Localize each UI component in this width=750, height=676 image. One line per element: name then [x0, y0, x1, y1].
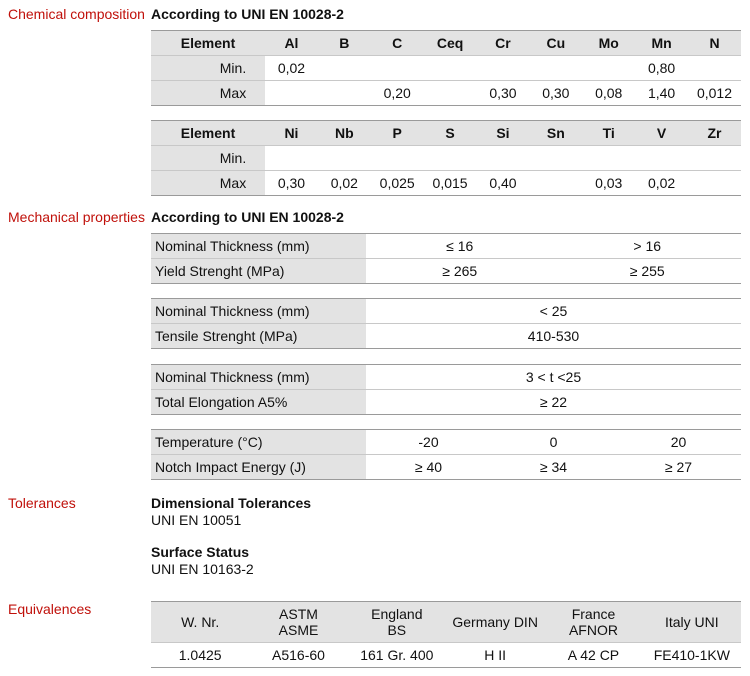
table-cell [371, 146, 424, 171]
chemical-table-1 [151, 30, 741, 106]
table-cell: 0,08 [582, 81, 635, 106]
header-cell: P [371, 121, 424, 146]
header-cell: Si [477, 121, 530, 146]
row-label: Nominal Thickness (mm) [151, 299, 366, 324]
table-cell: > 16 [554, 234, 742, 259]
table-cell: 0,03 [582, 171, 635, 196]
row-label: Yield Strenght (MPa) [151, 259, 366, 284]
header-cell: Cu [529, 31, 582, 56]
table-cell: 0 [491, 430, 616, 455]
table-cell [635, 146, 688, 171]
table-row [151, 324, 741, 349]
surface-status-heading: Surface Status [151, 544, 250, 560]
header-cell: Zr [688, 121, 741, 146]
table-cell: < 25 [366, 299, 741, 324]
table-cell: H II [446, 643, 544, 668]
equivalences-table [151, 601, 741, 668]
table-cell [582, 146, 635, 171]
table-row [151, 365, 741, 390]
table-cell: A516-60 [249, 643, 347, 668]
row-label: Total Elongation A5% [151, 390, 366, 415]
table-cell [688, 56, 741, 81]
table-cell: ≥ 265 [366, 259, 554, 284]
table-cell: 0,40 [477, 171, 530, 196]
table-cell [424, 56, 477, 81]
table-cell [688, 146, 741, 171]
dimensional-tolerances-heading: Dimensional Tolerances [151, 495, 312, 511]
header-cell [643, 602, 741, 643]
header-line: France [571, 606, 616, 622]
table-cell [424, 81, 477, 106]
table-cell [265, 81, 318, 106]
table-cell: -20 [366, 430, 491, 455]
header-line: Germany DIN [452, 614, 538, 630]
table-row [151, 171, 741, 196]
row-label: Min. [151, 146, 265, 171]
table-cell: 20 [616, 430, 741, 455]
table-cell: 0,30 [477, 81, 530, 106]
row-label: Max [151, 81, 265, 106]
table-cell: 0,02 [318, 171, 371, 196]
table-cell [529, 56, 582, 81]
table-cell [529, 171, 582, 196]
table-cell [265, 146, 318, 171]
table-cell: ≤ 16 [366, 234, 554, 259]
header-cell: Mn [635, 31, 688, 56]
header-cell: N [688, 31, 741, 56]
table-row [151, 390, 741, 415]
table-cell: 0,30 [529, 81, 582, 106]
table-cell: 0,012 [688, 81, 741, 106]
table-cell: 0,20 [371, 81, 424, 106]
header-cell [151, 602, 249, 643]
table-cell [371, 56, 424, 81]
header-cell: Cr [477, 31, 530, 56]
header-cell: Al [265, 31, 318, 56]
table-cell: 1.0425 [151, 643, 249, 668]
header-line: ASTM [279, 606, 318, 622]
row-label: Nominal Thickness (mm) [151, 365, 366, 390]
table-cell: 0,30 [265, 171, 318, 196]
table-cell [318, 146, 371, 171]
header-cell [544, 602, 642, 643]
header-line: England [371, 606, 423, 622]
table-row [151, 259, 741, 284]
table-row [151, 146, 741, 171]
table-cell [477, 56, 530, 81]
table-cell [582, 56, 635, 81]
table-cell: 0,80 [635, 56, 688, 81]
header-cell: Element [151, 121, 265, 146]
table-cell: ≥ 40 [366, 455, 491, 480]
chemical-table-1-header [151, 31, 741, 56]
table-cell: A 42 CP [544, 643, 642, 668]
table-cell: ≥ 22 [366, 390, 741, 415]
table-cell: ≥ 34 [491, 455, 616, 480]
header-cell: Ti [582, 121, 635, 146]
mechanical-standard-title: According to UNI EN 10028-2 [151, 209, 344, 225]
dimensional-tolerances-value: UNI EN 10051 [151, 512, 242, 528]
table-cell: 1,40 [635, 81, 688, 106]
table-cell: 0,02 [635, 171, 688, 196]
header-cell: Mo [582, 31, 635, 56]
table-row [151, 81, 741, 106]
table-cell: ≥ 27 [616, 455, 741, 480]
header-cell: Sn [529, 121, 582, 146]
table-cell: 410-530 [366, 324, 741, 349]
header-cell: S [424, 121, 477, 146]
header-cell: Nb [318, 121, 371, 146]
table-cell: 3 < t <25 [366, 365, 741, 390]
header-cell: V [635, 121, 688, 146]
table-row [151, 56, 741, 81]
table-cell: 0,025 [371, 171, 424, 196]
equivalences-header [151, 602, 741, 643]
header-cell: C [371, 31, 424, 56]
table-cell: ≥ 255 [554, 259, 742, 284]
table-row [151, 643, 741, 668]
header-cell: Element [151, 31, 265, 56]
mechanical-properties-label: Mechanical properties [8, 209, 145, 225]
row-label: Nominal Thickness (mm) [151, 234, 366, 259]
header-line: ASME [278, 622, 319, 638]
row-label: Min. [151, 56, 265, 81]
yield-strength-table [151, 233, 741, 284]
table-cell [529, 146, 582, 171]
row-label: Tensile Strenght (MPa) [151, 324, 366, 349]
surface-status-value: UNI EN 10163-2 [151, 561, 254, 577]
table-cell [688, 171, 741, 196]
table-cell: FE410-1KW [643, 643, 741, 668]
table-cell [424, 146, 477, 171]
equivalences-label: Equivalences [8, 601, 92, 617]
tolerances-label: Tolerances [8, 495, 76, 511]
header-cell: Ceq [424, 31, 477, 56]
chemical-composition-label: Chemical composition [8, 6, 145, 22]
table-cell [318, 81, 371, 106]
chemical-table-2-header [151, 121, 741, 146]
header-cell [446, 602, 544, 643]
row-label: Max [151, 171, 265, 196]
table-cell: 0,02 [265, 56, 318, 81]
header-cell: Ni [265, 121, 318, 146]
header-line: Italy UNI [664, 614, 719, 630]
header-cell [249, 602, 347, 643]
table-row [151, 234, 741, 259]
header-line: W. Nr. [181, 614, 220, 630]
row-label: Notch Impact Energy (J) [151, 455, 366, 480]
impact-energy-table [151, 429, 741, 480]
table-cell: 0,015 [424, 171, 477, 196]
table-cell: 161 Gr. 400 [348, 643, 446, 668]
chemical-table-2 [151, 120, 741, 196]
elongation-table [151, 364, 741, 415]
row-label: Temperature (°C) [151, 430, 366, 455]
header-cell [348, 602, 446, 643]
header-line: BS [387, 622, 407, 638]
header-cell: B [318, 31, 371, 56]
table-cell [477, 146, 530, 171]
header-line: AFNOR [568, 622, 618, 638]
table-row [151, 299, 741, 324]
table-row [151, 430, 741, 455]
chemical-standard-title: According to UNI EN 10028-2 [151, 6, 344, 22]
tensile-strength-table [151, 298, 741, 349]
table-row [151, 455, 741, 480]
table-cell [318, 56, 371, 81]
